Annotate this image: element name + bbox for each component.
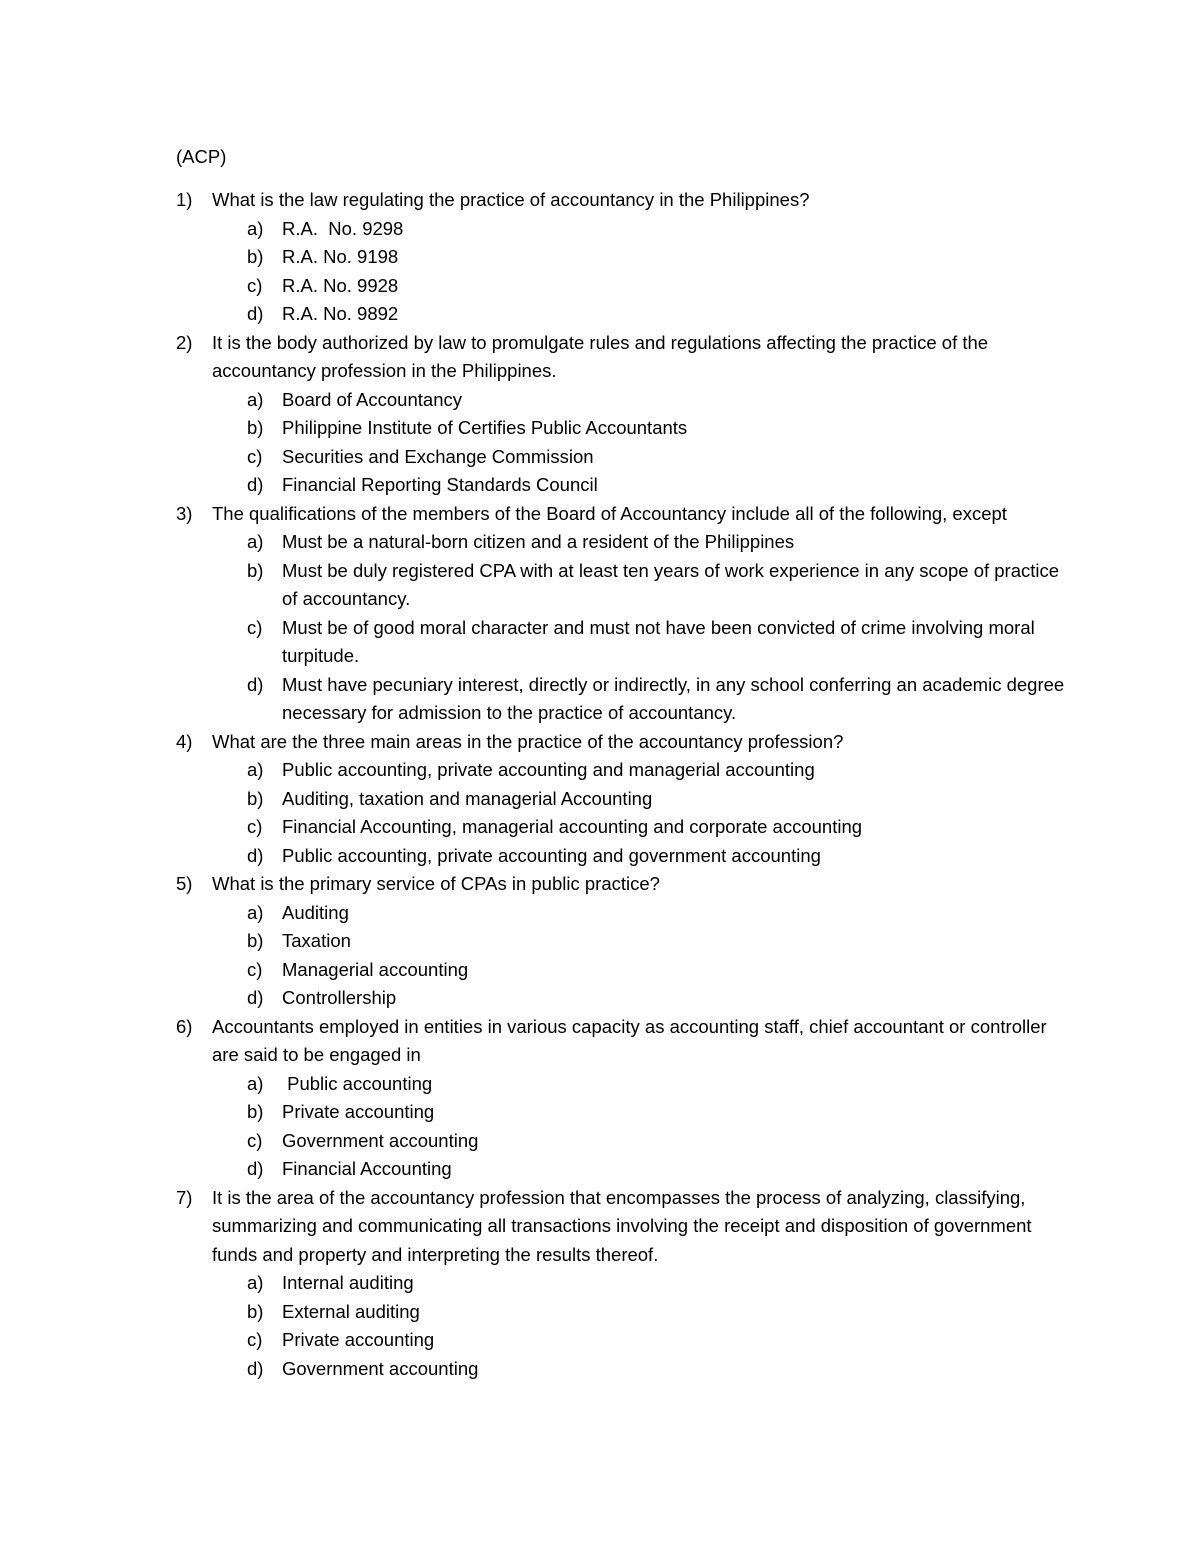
option-text: Board of Accountancy	[282, 388, 462, 410]
question-body	[212, 728, 1076, 871]
option-letter: c)	[247, 1129, 263, 1151]
option-text: Auditing, taxation and managerial Accounting	[282, 787, 653, 809]
option-text: Private accounting	[282, 1101, 435, 1122]
option-c	[247, 1326, 1076, 1355]
question-text: It is the body authorized by law to promulgate rules and regulations affecting the practice of the accountancy profession in the Philippines.	[212, 331, 989, 381]
option-text: Must be a natural-born citizen and a resident of the Philippines	[282, 531, 795, 552]
option-letter: d)	[247, 844, 264, 866]
option-letter: c)	[247, 816, 263, 837]
option-text: R.A. No. 9198	[282, 246, 399, 267]
option-d	[247, 1355, 1076, 1384]
question-text: The qualifications of the members of the Board of Accountancy include all of the following, except	[212, 502, 1007, 524]
question-text: It is the area of the accountancy profession that encompasses the process of analyzing, classifying, summarizing and communicating all transactions involving the receipt and disposition of government funds and property and interpreting the results thereof.	[212, 1186, 1032, 1265]
question-4	[176, 728, 1076, 871]
option-c	[247, 272, 1076, 301]
option-b	[247, 1298, 1076, 1327]
question-number: 6)	[176, 1015, 193, 1037]
option-letter: c)	[247, 1329, 263, 1350]
option-letter: d)	[247, 474, 264, 495]
question-text: What are the three main areas in the practice of the accountancy profession?	[212, 730, 844, 752]
option-letter: b)	[247, 246, 264, 267]
option-text: Taxation	[282, 930, 351, 951]
question-number: 1)	[176, 189, 193, 210]
option-letter: a)	[247, 1072, 264, 1094]
question-body	[212, 500, 1076, 728]
option-text: R.A. No. 9892	[282, 303, 399, 324]
question-text: Accountants employed in entities in various capacity as accounting staff, chief accountant or controller are said to be engaged in	[212, 1015, 1047, 1065]
option-list	[212, 386, 1076, 500]
question-2	[176, 329, 1076, 500]
question-number: 5)	[176, 873, 193, 894]
option-letter: c)	[247, 274, 263, 296]
option-c	[247, 443, 1076, 472]
question-body	[212, 1184, 1076, 1384]
question-number: 3)	[176, 502, 193, 524]
option-letter: b)	[247, 1300, 264, 1322]
option-text: Must have pecuniary interest, directly or indirectly, in any school conferring an academic degree necessary for admission to the practice of accountancy.	[282, 673, 1065, 723]
option-text: Public accounting	[282, 1072, 433, 1094]
option-b	[247, 1098, 1076, 1127]
option-text: Private accounting	[282, 1329, 435, 1350]
option-letter: d)	[247, 1158, 264, 1179]
option-text: Public accounting, private accounting and managerial accounting	[282, 759, 815, 780]
option-letter: b)	[247, 787, 264, 809]
option-letter: c)	[247, 616, 263, 638]
option-text: Government accounting	[282, 1357, 479, 1379]
option-letter: a)	[247, 901, 264, 923]
option-text: Financial Accounting, managerial accounting and corporate accounting	[282, 816, 863, 837]
option-text: Financial Reporting Standards Council	[282, 474, 598, 495]
option-letter: a)	[247, 217, 264, 239]
question-body	[212, 329, 1076, 500]
question-text: What is the primary service of CPAs in public practice?	[212, 873, 660, 894]
option-a	[247, 899, 1076, 928]
option-list	[212, 1269, 1076, 1383]
option-b	[247, 414, 1076, 443]
option-a	[247, 215, 1076, 244]
option-letter: d)	[247, 987, 264, 1008]
option-c	[247, 813, 1076, 842]
option-d	[247, 671, 1076, 728]
option-text: Must be of good moral character and must not have been convicted of crime involving moral turpitude.	[282, 616, 1035, 666]
option-letter: a)	[247, 388, 264, 410]
option-letter: c)	[247, 445, 263, 467]
question-body	[212, 186, 1076, 329]
option-text: Philippine Institute of Certifies Public Accountants	[282, 417, 688, 438]
option-text: Managerial accounting	[282, 958, 469, 980]
option-letter: a)	[247, 759, 264, 780]
option-list	[212, 528, 1076, 728]
option-a	[247, 528, 1076, 557]
option-text: Securities and Exchange Commission	[282, 445, 594, 467]
option-a	[247, 756, 1076, 785]
option-c	[247, 956, 1076, 985]
option-d	[247, 842, 1076, 871]
question-body	[212, 1013, 1076, 1184]
option-d	[247, 300, 1076, 329]
option-b	[247, 785, 1076, 814]
option-letter: d)	[247, 303, 264, 324]
option-b	[247, 243, 1076, 272]
option-letter: b)	[247, 930, 264, 951]
option-letter: b)	[247, 559, 264, 581]
option-c	[247, 1127, 1076, 1156]
question-7	[176, 1184, 1076, 1384]
question-6	[176, 1013, 1076, 1184]
option-c	[247, 614, 1076, 671]
option-text: R.A. No. 9928	[282, 274, 399, 296]
question-text: What is the law regulating the practice of accountancy in the Philippines?	[212, 189, 810, 210]
option-text: Government accounting	[282, 1129, 479, 1151]
option-letter: d)	[247, 1357, 264, 1379]
question-body	[212, 870, 1076, 1013]
question-list	[176, 186, 1076, 1383]
option-letter: b)	[247, 1101, 264, 1122]
option-list	[212, 899, 1076, 1013]
question-number: 2)	[176, 331, 193, 353]
option-b	[247, 927, 1076, 956]
option-list	[212, 1070, 1076, 1184]
question-3	[176, 500, 1076, 728]
option-list	[212, 756, 1076, 870]
option-a	[247, 1269, 1076, 1298]
option-a	[247, 386, 1076, 415]
option-letter: a)	[247, 531, 264, 552]
option-text: Auditing	[282, 901, 349, 923]
option-letter: a)	[247, 1272, 264, 1293]
option-b	[247, 557, 1076, 614]
option-letter: d)	[247, 673, 264, 695]
option-d	[247, 471, 1076, 500]
option-text: Must be duly registered CPA with at least ten years of work experience in any scope of practice of accountancy.	[282, 559, 1060, 609]
option-text: External auditing	[282, 1300, 420, 1322]
option-text: Controllership	[282, 987, 397, 1008]
option-letter: b)	[247, 417, 264, 438]
option-d	[247, 1155, 1076, 1184]
option-text: Internal auditing	[282, 1272, 414, 1293]
question-1	[176, 186, 1076, 329]
question-number: 7)	[176, 1186, 193, 1208]
option-text: Financial Accounting	[282, 1158, 452, 1179]
question-5	[176, 870, 1076, 1013]
option-text: Public accounting, private accounting and government accounting	[282, 844, 821, 866]
question-number: 4)	[176, 730, 193, 752]
document-header: (ACP)	[176, 146, 227, 167]
option-letter: c)	[247, 958, 263, 980]
option-a	[247, 1070, 1076, 1099]
option-d	[247, 984, 1076, 1013]
option-list	[212, 215, 1076, 329]
option-text: R.A. No. 9298	[282, 217, 404, 239]
